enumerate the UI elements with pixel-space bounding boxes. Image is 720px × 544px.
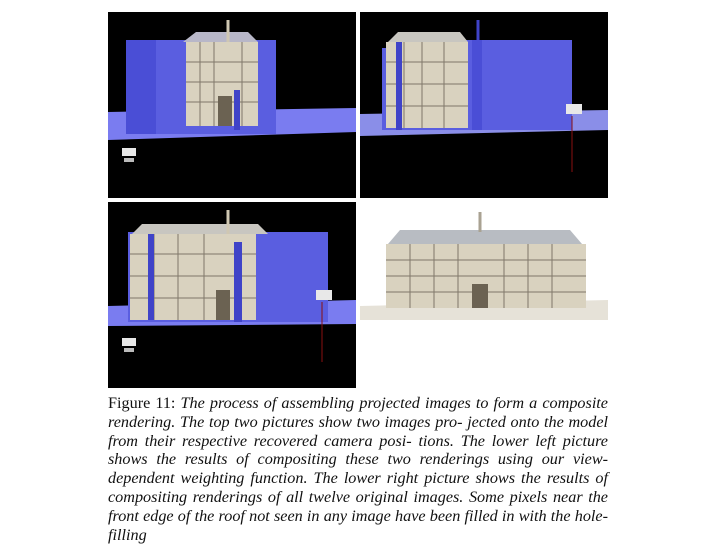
figure-panel-bottom-left [108,202,356,388]
caption-line: The process of assembling projected images to form a [180,394,538,412]
caption-line: roof not seen in any image have been filled in with the hole-filling [108,506,608,544]
caption-line: jected onto the model from their respective recovered camera posi- [108,412,609,450]
rendering-image [360,202,608,388]
figure-caption [108,394,608,544]
caption-line: two renderings using our view-dependent weighting function. The [108,450,609,488]
rendering-image [108,12,356,198]
figure-label: Figure 11: [108,394,176,412]
rendering-image [108,202,356,388]
figure-panel-top-left [108,12,356,198]
figure-panel-top-right [360,12,608,198]
figure-panel-bottom-right [360,202,608,388]
caption-line: tions. The lower left picture shows the results of compositing these [108,431,608,469]
caption-line: all twelve original images. Some pixels near the front edge of the [108,487,608,525]
caption-line: composite rendering. The top two pictures show two images pro- [108,394,608,431]
caption-line: lower right picture shows the results of compositing renderings of [108,469,609,506]
rendering-image [360,12,608,198]
